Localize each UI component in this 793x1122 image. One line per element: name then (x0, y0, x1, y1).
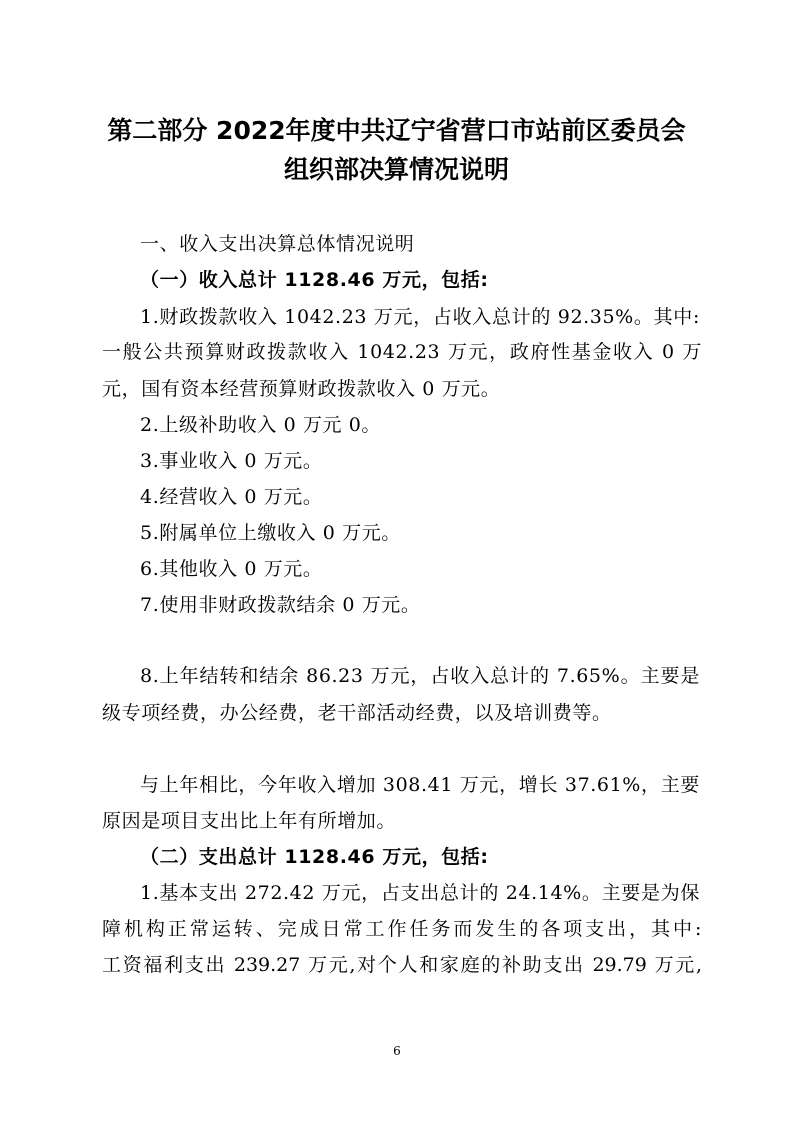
expense-item-1-line-3: 工资福利支出 239.27 万元,对个人和家庭的补助支出 29.79 万元, (102, 954, 702, 976)
expense-item-1-line-1: 1.基本支出 272.42 万元，占支出总计的 24.14%。主要是为保 (140, 882, 700, 904)
income-item-1-line-1: 1.财政拨款收入 1042.23 万元，占收入总计的 92.35%。其中: (140, 306, 700, 328)
page-number: 6 (393, 1044, 401, 1058)
expense-heading: （二）支出总计 1128.46 万元，包括: (140, 846, 489, 868)
income-item-2: 2.上级补助收入 0 万元 0。 (140, 414, 382, 436)
income-item-6: 6.其他收入 0 万元。 (140, 558, 323, 580)
income-item-8-line-2: 级专项经费，办公经费，老干部活动经费，以及培训费等。 (102, 702, 612, 724)
comparison-line-2: 原因是项目支出比上年有所增加。 (102, 810, 397, 832)
income-item-5: 5.附属单位上缴收入 0 万元。 (140, 522, 401, 544)
document-title-line-2: 组织部决算情况说明 (283, 155, 509, 184)
comparison-line-1: 与上年相比，今年收入增加 308.41 万元，增长 37.61%，主要 (140, 774, 700, 796)
income-item-7: 7.使用非财政拨款结余 0 万元。 (140, 594, 421, 616)
expense-item-1-line-2: 障机构正常运转、完成日常工作任务而发生的各项支出，其中: (102, 918, 702, 940)
income-item-4: 4.经营收入 0 万元。 (140, 486, 323, 508)
document-title-line-1: 第二部分 2022年度中共辽宁省营口市站前区委员会 (107, 116, 686, 145)
income-heading: （一）收入总计 1128.46 万元，包括: (140, 269, 489, 291)
income-item-1-line-2: 一般公共预算财政拨款收入 1042.23 万元，政府性基金收入 0 万 (102, 341, 702, 363)
section-heading: 一、收入支出决算总体情况说明 (140, 233, 415, 255)
income-item-3: 3.事业收入 0 万元。 (140, 450, 323, 472)
income-item-8-line-1: 8.上年结转和结余 86.23 万元，占收入总计的 7.65%。主要是 (140, 665, 700, 687)
income-item-1-line-3: 元，国有资本经营预算财政拨款收入 0 万元。 (102, 378, 501, 400)
